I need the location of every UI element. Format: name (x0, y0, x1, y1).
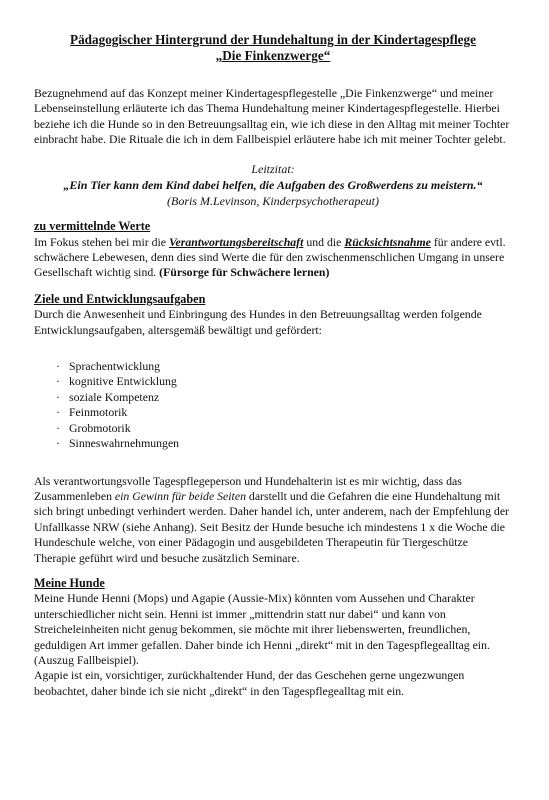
list-item (56, 390, 512, 405)
safety-italic: ein Gewinn für beide Seiten (114, 488, 246, 503)
list-item (56, 421, 512, 436)
bullet-icon: · (56, 405, 60, 420)
values-term-consideration: Rücksichtsnahme (344, 234, 431, 249)
values-emphasis: (Fürsorge für Schwächere lernen) (159, 265, 330, 280)
development-list (34, 359, 512, 451)
dogs-heading: Meine Hunde (34, 575, 105, 590)
list-item-label: kognitive Entwicklung (69, 374, 177, 389)
motto-quote: „Ein Tier kann dem Kind dabei helfen, die Aufgaben des Großwerdens zu meistern.“ (63, 177, 483, 192)
motto-label: Leitzitat: (251, 161, 295, 176)
list-item (56, 436, 512, 451)
document-title: Pädagogischer Hintergrund der Hundehaltung in der Kindertagespflege (70, 32, 476, 47)
values-text-1: Im Fokus stehen bei mir die (34, 234, 169, 249)
bullet-icon: · (56, 420, 60, 435)
list-item-label: Feinmotorik (69, 405, 128, 420)
values-term-responsibility: Verantwortungsbereitschaft (169, 234, 304, 249)
list-item (56, 359, 512, 374)
safety-text-2: darstellt und die Gefahren die eine Hundehaltung mit sich bringt unbedingt verhindert werden. Daher handel ich, unter anderem, nach der Empfehlung der Unfallkasse NRW (siehe Anhang). Seit Besitz der Hunde besuche ich mindestens 1 x die Woche die Hundeschule welche, von einer Pädagogin und ausgebildeten Therapeutin für Tiergeschütze Therapie geführt wird und besuche zusätzlich Seminare. (34, 488, 509, 565)
list-item-label: Grobmotorik (69, 420, 131, 435)
values-text-2: und die (303, 234, 345, 249)
values-paragraph (34, 235, 512, 281)
goals-heading: Ziele und Entwicklungsaufgaben (34, 291, 206, 306)
motto-block (34, 161, 512, 210)
values-text-3: für andere evtl. schwächere Lebewesen, denn dies sind Werte die für den zwischenmenschlichen Umgang in unsere Gesellschaft wichtig sind. (34, 234, 506, 280)
intro-paragraph: Bezugnehmend auf das Konzept meiner Kindertagespflegestelle „Die Finkenzwerge“ und meiner Lebenseinstellung erläuterte ich das Thema Hundehaltung meiner Kindertagespflegestelle. Hierbei beziehe ich die Hunde so in den Betreuungsalltag ein, wie ich diese in den Alltag mit meiner Tochter einbracht habe. Die Rituale die ich in dem Fallbeispiel erläutere habe ich mit meiner Tochter gelebt. (34, 86, 510, 147)
list-item (56, 374, 512, 389)
bullet-icon: · (56, 359, 60, 374)
document-subtitle: „Die Finkenzwerge“ (215, 48, 331, 63)
list-item (56, 405, 512, 420)
goals-intro: Durch die Anwesenheit und Einbringung des Hundes in den Betreuungsalltag werden folgende Entwicklungsaufgaben, altersgemäß bewältigt und gefördert: (34, 307, 482, 337)
list-item-label: Sinneswahrnehmungen (69, 436, 180, 451)
values-heading: zu vermittelnde Werte (34, 219, 151, 234)
bullet-icon: · (56, 374, 60, 389)
bullet-icon: · (56, 436, 60, 451)
safety-text-1: Als verantwortungsvolle Tagespflegeperson und Hundehalterin ist es mir wichtig, dass das Zusammenleben (34, 473, 462, 503)
bullet-icon: · (56, 389, 60, 404)
list-item-label: Sprachentwicklung (69, 359, 161, 374)
motto-source: (Boris M.Levinson, Kinderpsychotherapeut) (167, 194, 379, 209)
list-item-label: soziale Kompetenz (69, 389, 160, 404)
dogs-paragraph-2: Agapie ist ein, vorsichtiger, zurückhaltender Hund, der das Geschehen gerne ungezwungen beobachtet, daher binde ich sie nicht „direkt“ in den Tagespflegealltag mit ein. (34, 668, 465, 698)
dogs-paragraph-1: Meine Hunde Henni (Mops) und Agapie (Aussie-Mix) könnten vom Aussehen und Charakter unterschiedlicher nicht sein. Henni ist immer „mittendrin statt nur dabei“ und kann von Streicheleinheiten nicht genug bekommen, sie möchte mit ihrer liebenswerten, freundlichen, geduldigen Art immer gefallen. Daher binde ich Henni „direkt“ mit in den Tagespflegealltag ein. (Auszug Fallbeispiel). (34, 591, 490, 667)
safety-paragraph (34, 474, 512, 566)
